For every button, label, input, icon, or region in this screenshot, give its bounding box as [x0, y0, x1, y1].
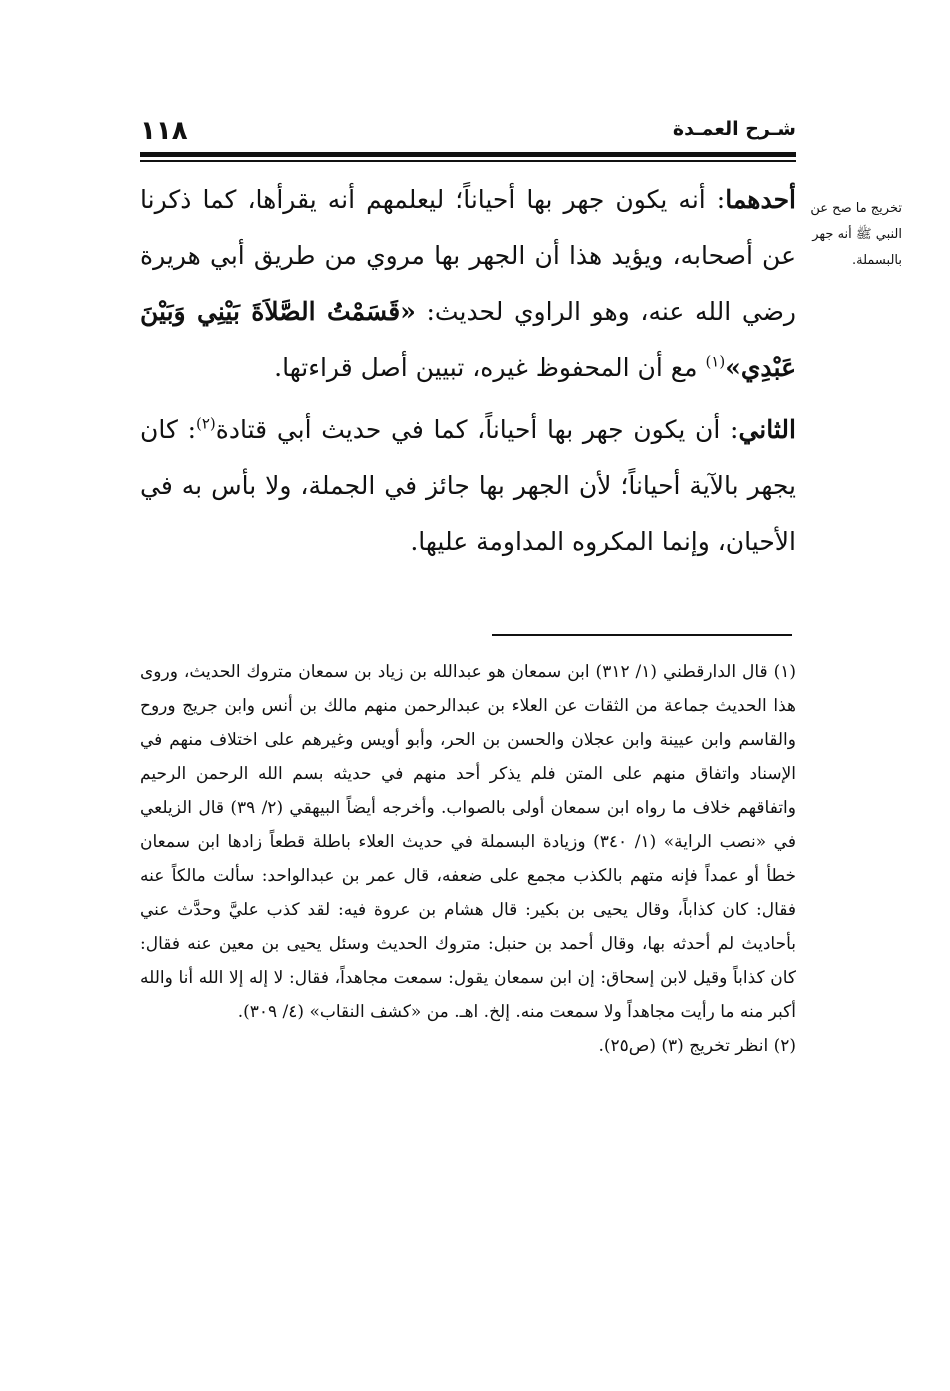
paragraph-second [140, 402, 796, 570]
running-title: شـرح العمـدة [672, 118, 796, 140]
paragraph-text: : أنه يكون جهر بها أحياناً؛ ليعلمهم أنه يقرأها، كما ذكرنا عن أصحابه، ويؤيد هذا أن الجهر بها مروي من طريق أبي هريرة رضي الله عنه، وهو الراوي لحديث: [140, 185, 796, 326]
paragraph-lead: الثاني [738, 415, 796, 444]
footnote-ref: (١) [705, 352, 726, 371]
footnote-2: (٢) انظر تخريج (٣) (ص٢٥). [598, 1036, 796, 1056]
header-rule-thin [140, 160, 796, 162]
hadith-quote: «قَسَمْتُ الصَّلاَةَ بَيْنِي وَبَيْنَ عَبْدِي» [140, 297, 796, 382]
header-rule-thick [140, 152, 796, 157]
footnote-ref: (٢) [196, 414, 216, 433]
footnotes [140, 655, 796, 1063]
main-text [140, 172, 796, 576]
margin-note: تخريج ما صح عن النبي ﷺ أنه جهر بالبسملة. [810, 201, 902, 268]
page-header [140, 112, 796, 152]
paragraph-text: : أن يكون جهر بها أحياناً، كما في حديث أبي قتادة [215, 415, 739, 444]
footnote-1: (١) قال الدارقطني (١/ ٣١٢) ابن سمعان هو عبدالله بن زياد بن سمعان متروك الحديث، وروى هذا الحديث جماعة من الثقات عن العلاء بن عبدالرحمن منهم مالك بن أنس وابن جريج وروح والقاسم وابن عيينة وابن عجلان والحسن بن الحر، وأبو أويس وغيرهم على اختلاف منهم في الإسناد واتفاق منهم على المتن فلم يذكر أحد منهم في حديثه بسم الله الرحمن الرحيم واتفاقهم خلاف ما رواه ابن سمعان أولى بالصواب. وأخرجه أيضاً البيهقي (٢/ ٣٩) قال الزيلعي في «نصب الراية» (١/ ٣٤٠) وزيادة البسملة في حديث العلاء باطلة قطعاً زادها ابن سمعان خطأ أو عمداً فإنه متهم بالكذب مجمع على ضعفه، قال عمر بن عبدالواحد: سألت مالكاً عنه فقال: كان كذاباً، وقال يحيى بن بكير: قال هشام بن عروة فيه: لقد كذب عليَّ وحدَّث عني بأحاديث لم أحدثه بها، وقال أحمد بن حنبل: متروك الحديث وسئل يحيى بن معين عنه فقال: كان كذاباً وقيل لابن إسحاق: إن ابن سمعان يقول: سمعت مجاهداً، فقال: لا إله إلا الله أنا والله أكبر منه ما رأيت مجاهداً ولا سمعت منه. إلخ. اهـ. من «كشف النقاب» (٤/ ٣٠٩). [140, 662, 796, 1022]
paragraph-text: : كان يجهر بالآية أحياناً؛ لأن الجهر بها جائز في الجملة، ولا بأس به في الأحيان، وإنما المكروه المداومة عليها. [140, 415, 796, 556]
paragraph-text: مع أن المحفوظ غيره، تبيين أصل قراءتها. [274, 353, 706, 382]
page-number: ١١٨ [140, 116, 188, 146]
footnote-separator [492, 634, 792, 636]
paragraph-first [140, 172, 796, 396]
paragraph-lead: أحدهما [725, 185, 796, 214]
